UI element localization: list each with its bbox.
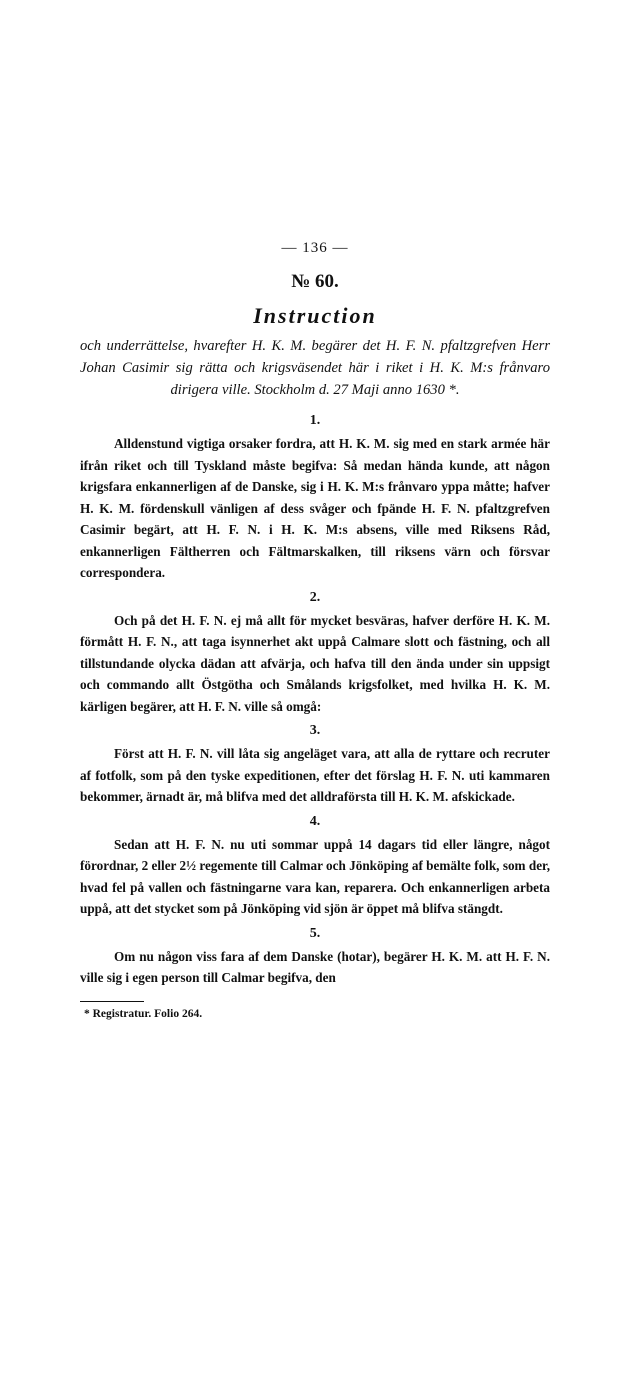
section-paragraph-1: Alldenstund vigtiga orsaker fordra, att H. K. M. sig med en stark armée här ifrån riket och till Tyskland måste begifva: Så medan hända kunde, att någon krigsfara enkannerligen af de Danske, sig i H. K. M:s frånvaro yppa måtte; hafver H. K. M. fördenskull vänligen af dess svåger och fрände H. F. N. pfaltzgrefven Casimir begärt, att H. F. N. i H. K. M:s absens, ville med Riksens Råd, enkannerligen Fältherren och Fältmarskalken, till riksens värn och försvar correspondera. [80, 436, 550, 580]
section-paragraph-3: Först att H. F. N. vill låta sig angeläget vara, att alla de ryttare och recruter af fotfolk, som på den tyske expeditionen, efter det förslag H. F. N. uti kammaren bekommer, ärnadt är, må blifva med det alldraförsta till H. K. M. afskickade. [80, 746, 550, 804]
section-paragraph-4: Sedan att H. F. N. nu uti sommar uppå 14 dagars tid eller längre, något förordnar, 2 eller 2½ regemente till Calmar och Jönköping af bemälte folk, som der, hvad fel på vallen och fästningarne vara kan, reparera. Och enkannerligen arbeta uppå, att det stycket som på Jönköping vid sjön är öppet må blifva stängdt. [80, 836, 550, 916]
section-paragraph-5: Om nu någon viss fara af dem Danske (hotar), begärer H. K. M. att H. F. N. ville sig i egen person till Calmar begifva, den [80, 948, 550, 985]
footnote-divider [80, 1001, 144, 1002]
document-page [80, 240, 550, 1020]
document-title: Instruction [253, 303, 377, 328]
document-subtitle: och underrättelse, hvarefter H. K. M. begärer det H. F. N. pfaltzgrefven Herr Johan Casimir sig rätta och krigsväsendet här i riket i H. K. M:s frånvaro dirigera ville. Stockholm d. 27 Maji anno 1630 *. [80, 338, 550, 398]
page-number: — 136 — [281, 240, 349, 256]
section-number-4: 4. [309, 813, 321, 829]
section-paragraph-2: Och på det H. F. N. ej må allt för mycket besväras, hafver derföre H. K. M. förmått H. F. N., att taga isynnerhet akt uppå Calmare slott och fästning, och all tillstundande olycka dädan att afvärja, och hafva till den ända under sin uppsigt och commando allt Östgötha och Smålands krigsfolket, med hvilka H. K. M. kärligen begärer, att H. F. N. ville så omgå: [80, 612, 550, 714]
section-number-1: 1. [309, 413, 321, 428]
footnote: * Registratur. Folio 264. [84, 1007, 203, 1020]
section-number-3: 3. [309, 723, 321, 738]
section-number-5: 5. [309, 925, 321, 941]
section-number-2: 2. [309, 589, 321, 605]
document-number: № 60. [291, 271, 339, 292]
